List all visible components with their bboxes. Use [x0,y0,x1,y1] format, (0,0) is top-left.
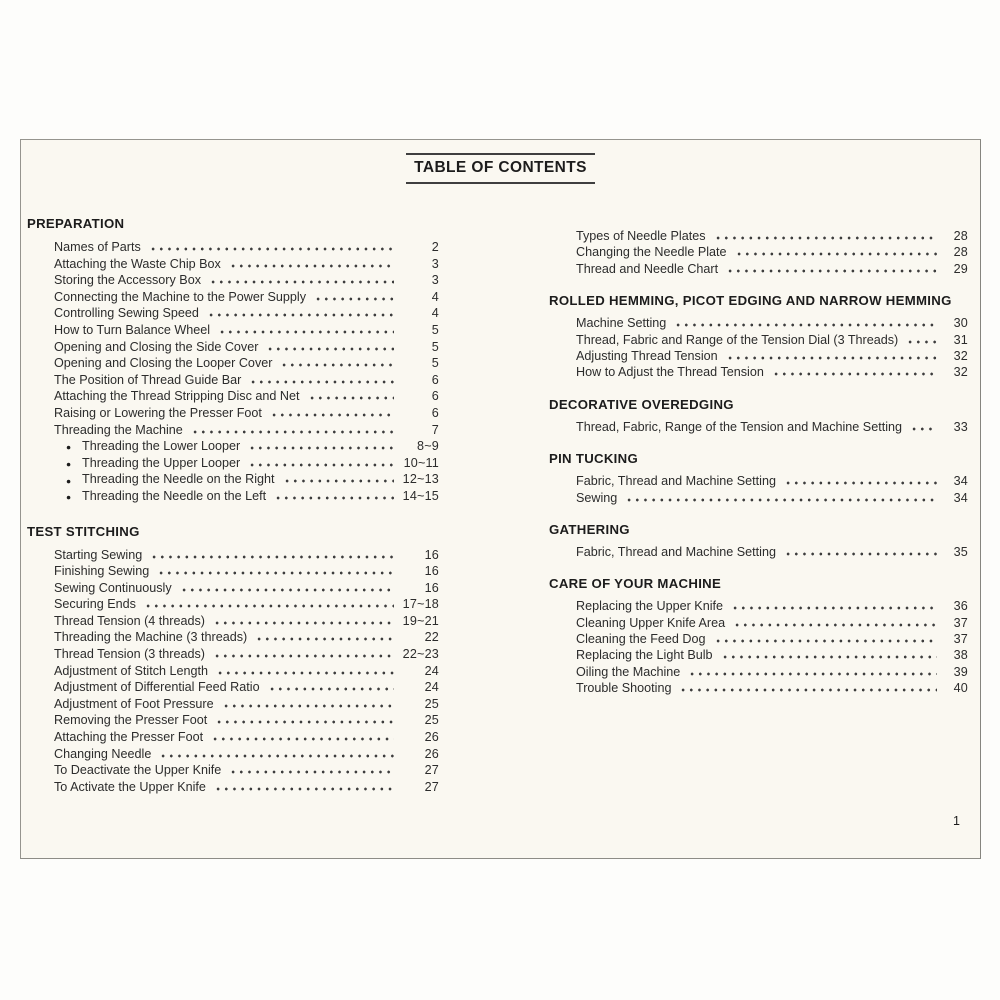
toc-entry-label: Securing Ends [54,597,136,612]
toc-entry-label: Attaching the Thread Stripping Disc and Net [54,389,300,404]
toc-section [549,450,968,507]
toc-entry-label: Sewing [576,490,618,505]
dot-leader [770,366,937,376]
dot-leader [220,698,394,708]
toc-entry [27,647,439,664]
toc-entry-label: Adjusting Thread Tension [576,348,718,363]
toc-entry-page: 36 [953,599,968,614]
toc-entry [27,406,439,423]
toc-entry [549,599,968,615]
dot-leader [312,291,394,301]
page-title-text: TABLE OF CONTENTS [406,153,595,184]
toc-entry-page: 27 [424,779,439,794]
toc-section [549,292,968,382]
toc-entry-label: Threading the Upper Looper [82,455,241,470]
toc-entry-label: How to Turn Balance Wheel [54,322,211,337]
dot-leader [214,665,394,675]
toc-entry-label: Adjustment of Differential Feed Ratio [54,680,260,695]
dot-leader [227,764,394,774]
toc-entry-page: 31 [953,332,968,347]
toc-section [27,215,439,506]
dot-leader [677,682,937,692]
toc-entry [27,356,439,373]
dot-leader [211,648,394,658]
toc-entry-label: Starting Sewing [54,547,143,562]
toc-entry [549,648,968,664]
toc-entry-page: 16 [424,564,439,579]
dot-leader [247,374,394,384]
toc-entry [549,229,968,245]
toc-entry [27,439,439,456]
toc-entry [27,763,439,780]
dot-leader [211,615,394,625]
dot-leader [268,407,394,417]
toc-entry-label: Machine Setting [576,316,667,331]
toc-entry-page: 16 [424,547,439,562]
toc-entry-label: Cleaning Upper Knife Area [576,615,726,630]
dot-leader [731,617,937,627]
bullet-icon: ● [66,475,72,486]
toc-entry-page: 40 [953,681,968,696]
toc-entry [27,680,439,697]
toc-entry [27,489,439,506]
toc-entry [27,389,439,406]
toc-entry-label: Attaching the Waste Chip Box [54,256,221,271]
dot-leader [782,475,937,485]
dot-leader [264,341,394,351]
toc-entry [549,474,968,490]
toc-entry-page: 37 [953,615,968,630]
toc-section [549,215,968,278]
toc-entry-page: 17~18 [402,597,439,612]
toc-entry-page: 39 [953,664,968,679]
toc-entry [27,614,439,631]
toc-entry [27,273,439,290]
dot-leader [147,241,394,251]
toc-entry [549,616,968,632]
toc-entry-label: Sewing Continuously [54,580,172,595]
toc-entry-page: 5 [431,322,439,337]
toc-entry-page: 35 [953,544,968,559]
dot-leader [724,263,937,273]
toc-entry-label: Adjustment of Foot Pressure [54,696,214,711]
toc-entry-page: 16 [424,580,439,595]
toc-column-right [549,215,968,796]
toc-entry-label: Names of Parts [54,240,141,254]
toc-entry-page: 29 [953,261,968,276]
dot-leader [623,492,937,502]
dot-leader [189,424,394,434]
toc-section-heading: PIN TUCKING [549,451,639,467]
toc-entry-label: Threading the Machine [54,422,183,437]
dot-leader [908,421,937,431]
toc-entry-label: Types of Needle Plates [576,229,706,243]
toc-entry [27,257,439,274]
toc-entry-page: 25 [424,696,439,711]
toc-entry-page: 6 [431,372,439,387]
toc-entry-label: Adjustment of Stitch Length [54,663,209,678]
toc-entry-page: 37 [953,632,968,647]
toc-section-heading: PREPARATION [27,216,125,231]
toc-entry [27,564,439,581]
toc-entry [27,373,439,390]
toc-entry-page: 28 [953,245,968,260]
toc-entry-page: 22 [424,630,439,645]
toc-entry [27,323,439,340]
dot-leader [157,748,394,758]
toc-entry-page: 7 [431,422,439,437]
toc-entry-page: 6 [431,405,439,420]
page-title [21,153,980,184]
toc-entry-page: 28 [953,229,968,243]
toc-entry-label: To Deactivate the Upper Knife [54,763,222,778]
toc-entry-label: Connecting the Machine to the Power Supply [54,289,307,304]
toc-entry-label: Raising or Lowering the Presser Foot [54,405,262,420]
dot-leader [209,731,394,741]
dot-leader [904,334,937,344]
toc-section-heading: ROLLED HEMMING, PICOT EDGING AND NARROW HEMMING [549,293,952,309]
toc-entry-label: Thread and Needle Chart [576,261,719,276]
toc-entry-page: 4 [431,306,439,321]
dot-leader [712,633,937,643]
toc-section-heading: TEST STITCHING [27,523,140,539]
toc-entry-page: 4 [431,289,439,304]
toc-entry-page: 12~13 [402,472,439,487]
bullet-icon: ● [66,459,72,470]
toc-entry [549,420,968,436]
toc-entry-label: Opening and Closing the Side Cover [54,339,259,354]
toc-entry-label: Controlling Sewing Speed [54,306,199,321]
toc-entry [549,262,968,278]
toc-entry-page: 25 [424,713,439,728]
toc-section-heading: DECORATIVE OVEREDGING [549,396,734,412]
toc-columns [27,215,968,796]
dot-leader [278,357,394,367]
toc-entry [27,664,439,681]
dot-leader [719,649,937,659]
toc-entry [27,423,439,440]
toc-section [549,575,968,697]
dot-leader [148,549,394,559]
toc-entry [549,365,968,381]
toc-entry-page: 5 [431,339,439,354]
toc-entry [27,306,439,323]
toc-entry [27,240,439,257]
dot-leader [272,490,394,500]
toc-entry-label: Trouble Shooting [576,681,672,696]
toc-section-heading: GATHERING [549,521,630,537]
toc-entry-label: Oiling the Machine [576,664,681,679]
dot-leader [782,546,937,556]
toc-entry-page: 10~11 [403,455,439,470]
toc-entry-label: Changing the Needle Plate [576,245,727,260]
toc-entry [27,597,439,614]
toc-entry-label: Threading the Lower Looper [82,439,241,454]
dot-leader [178,582,394,592]
toc-entry-page: 5 [431,356,439,371]
toc-entry-label: Attaching the Presser Foot [54,730,204,745]
toc-entry-page: 32 [953,365,968,380]
toc-column-left [27,215,439,796]
dot-leader [712,230,937,240]
toc-entry [549,632,968,648]
dot-leader [672,317,937,327]
toc-entry [549,349,968,365]
toc-entry [27,548,439,565]
toc-entry-page: 26 [424,746,439,761]
toc-entry-label: Fabric, Thread and Machine Setting [576,474,776,489]
toc-entry [27,290,439,307]
toc-entry [27,456,439,473]
toc-entry-page: 8~9 [417,439,439,454]
toc-entry-label: Fabric, Thread and Machine Setting [576,544,776,559]
toc-section [549,396,968,436]
toc-entry-page: 33 [953,419,968,434]
toc-entry [549,491,968,507]
toc-entry-label: Storing the Accessory Box [54,273,201,288]
dot-leader [207,274,394,284]
toc-entry-page: 3 [431,256,439,271]
dot-leader [216,324,394,334]
toc-entry [27,472,439,489]
dot-leader [281,473,394,483]
toc-entry [27,697,439,714]
toc-entry [549,316,968,332]
toc-entry-label: Finishing Sewing [54,564,150,579]
dot-leader [306,390,395,400]
toc-entry-page: 3 [431,273,439,288]
dot-leader [142,598,394,608]
toc-entry-label: Thread, Fabric and Range of the Tension Dial (3 Threads) [576,332,899,347]
page-number: 1 [953,814,960,828]
toc-entry-label: Cleaning the Feed Dog [576,632,706,647]
toc-entry-label: Opening and Closing the Looper Cover [54,356,273,371]
toc-page [20,139,981,859]
dot-leader [686,666,937,676]
bullet-icon: ● [66,492,72,503]
toc-entry-page: 2 [431,240,439,254]
dot-leader [246,440,394,450]
toc-entry [27,713,439,730]
toc-entry [549,665,968,681]
bullet-icon: ● [66,442,72,453]
dot-leader [253,631,394,641]
toc-entry [27,630,439,647]
toc-entry-page: 22~23 [402,647,439,662]
toc-entry-label: Threading the Machine (3 threads) [54,630,248,645]
toc-entry [27,340,439,357]
toc-entry-page: 26 [424,730,439,745]
toc-entry [27,780,439,797]
toc-entry-label: How to Adjust the Thread Tension [576,365,764,380]
toc-entry-label: Thread, Fabric, Range of the Tension and Machine Setting [576,419,903,434]
toc-entry-label: Replacing the Light Bulb [576,648,713,663]
dot-leader [266,681,394,691]
toc-entry-page: 27 [424,763,439,778]
dot-leader [729,600,937,610]
toc-entry-page: 19~21 [402,613,439,628]
toc-entry-page: 34 [953,474,968,489]
toc-section-heading: CARE OF YOUR MACHINE [549,576,722,592]
dot-leader [205,307,394,317]
toc-entry-label: Threading the Needle on the Right [82,472,275,487]
toc-entry-page: 24 [424,663,439,678]
toc-entry-page: 30 [953,316,968,331]
dot-leader [155,565,394,575]
toc-entry [27,581,439,598]
toc-entry-label: Replacing the Upper Knife [576,599,724,614]
toc-entry-label: Thread Tension (3 threads) [54,647,205,662]
toc-section [27,523,439,797]
toc-entry-page: 6 [431,389,439,404]
toc-entry [549,333,968,349]
toc-entry-label: Removing the Presser Foot [54,713,208,728]
dot-leader [724,350,937,360]
toc-entry [549,545,968,561]
toc-section [549,521,968,561]
toc-entry-label: The Position of Thread Guide Bar [54,372,242,387]
toc-entry-label: Threading the Needle on the Left [82,488,267,503]
toc-entry-label: Changing Needle [54,746,152,761]
dot-leader [212,781,394,791]
toc-entry-label: Thread Tension (4 threads) [54,613,205,628]
toc-entry [549,681,968,697]
toc-entry-label: To Activate the Upper Knife [54,779,206,794]
dot-leader [733,246,937,256]
toc-entry-page: 34 [953,490,968,505]
toc-entry [27,730,439,747]
toc-entry-page: 32 [953,348,968,363]
toc-entry [549,245,968,261]
dot-leader [213,714,394,724]
toc-entry [27,747,439,764]
dot-leader [246,457,394,467]
toc-entry-page: 24 [424,680,439,695]
toc-entry-page: 38 [953,648,968,663]
dot-leader [227,258,394,268]
toc-entry-page: 14~15 [402,488,439,503]
